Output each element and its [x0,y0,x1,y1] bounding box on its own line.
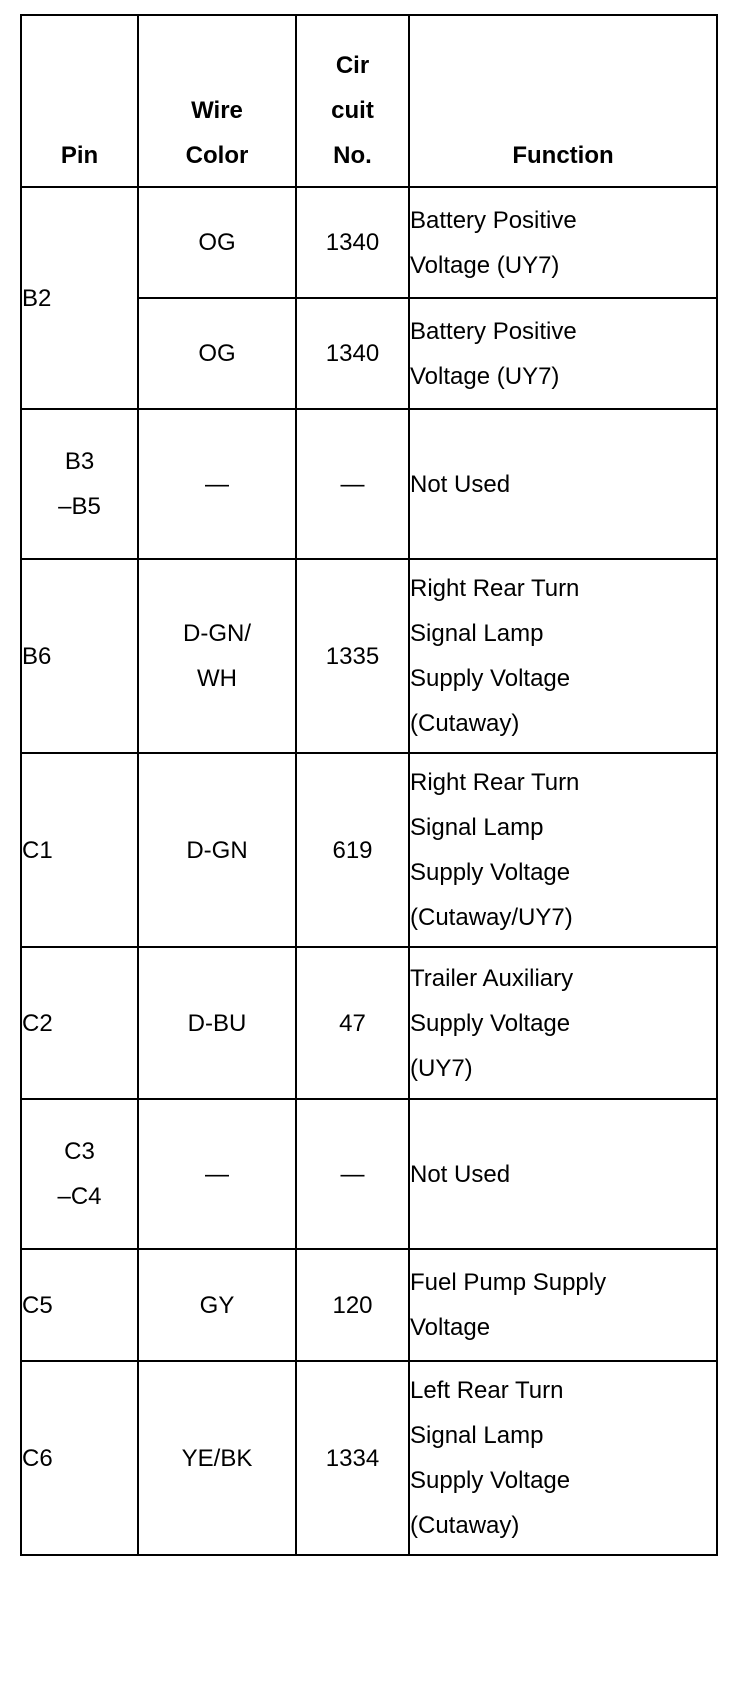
wire-color-cell: GY [138,1249,296,1361]
header-circuit-no: Cir cuit No. [296,15,409,187]
wire-color-cell: D-GN [138,753,296,947]
table-row [21,1249,717,1361]
pin-cell: B3 –B5 [21,409,138,559]
function-cell: Right Rear Turn Signal Lamp Supply Voltage (Cutaway) [409,559,717,753]
wire-color-cell: D-BU [138,947,296,1099]
pin-cell: C6 [21,1361,138,1555]
pin-cell: B6 [21,559,138,753]
wire-color-cell: OG [138,187,296,298]
table-row [21,559,717,753]
table-row [21,409,717,559]
table-row [21,947,717,1099]
pin-cell: B2 [21,187,138,409]
circuit-cell: 47 [296,947,409,1099]
function-cell: Battery Positive Voltage (UY7) [409,187,717,298]
table-row [21,753,717,947]
pinout-table [20,14,718,1556]
function-cell: Trailer Auxiliary Supply Voltage (UY7) [409,947,717,1099]
function-cell: Battery Positive Voltage (UY7) [409,298,717,409]
function-cell: Left Rear Turn Signal Lamp Supply Voltage (Cutaway) [409,1361,717,1555]
circuit-cell: 120 [296,1249,409,1361]
circuit-cell: 1335 [296,559,409,753]
table-row [21,1099,717,1249]
pin-cell: C3 –C4 [21,1099,138,1249]
table-row [21,187,717,298]
function-cell: Right Rear Turn Signal Lamp Supply Voltage (Cutaway/UY7) [409,753,717,947]
circuit-cell: 619 [296,753,409,947]
function-cell: Not Used [409,1099,717,1249]
wire-color-cell: OG [138,298,296,409]
circuit-cell: — [296,409,409,559]
function-cell: Fuel Pump Supply Voltage [409,1249,717,1361]
wire-color-cell: — [138,409,296,559]
header-row [21,15,717,187]
wire-color-cell: YE/BK [138,1361,296,1555]
circuit-cell: 1340 [296,298,409,409]
pin-cell: C1 [21,753,138,947]
circuit-cell: 1340 [296,187,409,298]
header-pin: Pin [21,15,138,187]
pin-cell: C2 [21,947,138,1099]
circuit-cell: 1334 [296,1361,409,1555]
header-function: Function [409,15,717,187]
wire-color-cell: — [138,1099,296,1249]
header-wire-color: Wire Color [138,15,296,187]
function-cell: Not Used [409,409,717,559]
table-row [21,1361,717,1555]
pin-cell: C5 [21,1249,138,1361]
wire-color-cell: D-GN/ WH [138,559,296,753]
circuit-cell: — [296,1099,409,1249]
